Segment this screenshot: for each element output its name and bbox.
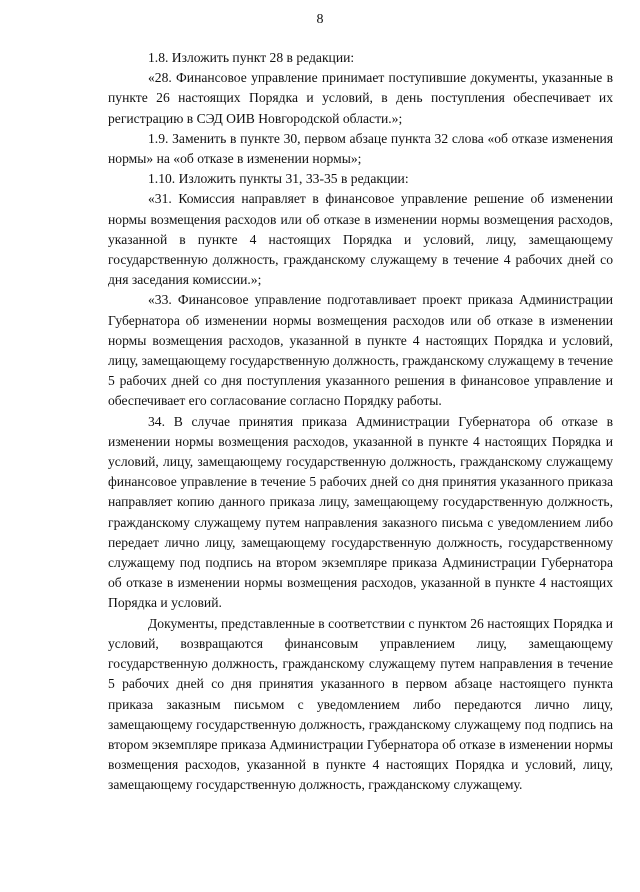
paragraph-item-31: «31. Комиссия направляет в финансовое управление решение об изменении нормы возмещения расходов или об отказе в изменении нормы возмещения расходов, указанной в пункте 4 настоящих Порядка и условий, лицу, замещающему государственную должность, гражданскому служащему в течение 4 рабочих дней со дня заседания комиссии.»; <box>108 191 613 288</box>
document-body <box>108 48 613 796</box>
paragraph-item-34: 34. В случае принятия приказа Администрации Губернатора об отказе в изменении нормы возмещения расходов, указанной в пункте 4 настоящих Порядка и условий, лицу, замещающему государственную должность, гражданскому служащему финансовое управление в течение 5 рабочих дней со дня принятия указанного приказа направляет копию данного приказа лицу, замещающему государственную должность, гражданскому служащему путем направления заказного письма с уведомлением либо передает лично лицу, замещающему государственную должность, государственному служащему под подпись на втором экземпляре приказа Администрации Губернатора об отказе в изменении нормы возмещения расходов, указанной в пункте 4 настоящих Порядка и условий. <box>108 413 613 611</box>
paragraph-item-28: «28. Финансовое управление принимает поступившие документы, указанные в пункте 26 настоящих Порядка и условий, в день поступления обеспечивает их регистрацию в СЭД ОИВ Новгородской области.»; <box>108 70 613 126</box>
paragraph-1-10: 1.10. Изложить пункты 31, 33-35 в редакции: <box>148 171 409 187</box>
paragraph-documents-return: Документы, представленные в соответствии с пунктом 26 настоящих Порядка и условий, возвращаются финансовым управлением лицу, замещающему государственную должность, гражданскому служащему путем направления в течение 5 рабочих дней со дня принятия указанного в первом абзаце настоящего пункта приказа заказным письмом с уведомлением либо передаются лично лицу, замещающему государственную должность, гражданскому служащему под подпись на втором экземпляре приказа Администрации Губернатора об отказе в изменении нормы возмещения расходов, указанной в пункте 4 настоящих Порядка и условий, лицу, замещающему государственную должность, гражданскому служащему. <box>108 615 613 793</box>
paragraph-1-8: 1.8. Изложить пункт 28 в редакции: <box>148 50 355 65</box>
page-number: 8 <box>316 12 324 27</box>
paragraph-item-33: «33. Финансовое управление подготавливает проект приказа Администрации Губернатора об изменении нормы возмещения расходов или об отказе в изменении нормы возмещения расходов, указанной в пункте 4 настоящих Порядка и условий, лицу, замещающему государственную должность, гражданскому служащему в течение 5 рабочих дней со дня поступления указанного решения в финансовое управление и обеспечивает его согласование согласно Порядку работы. <box>108 292 613 409</box>
paragraph-1-9: 1.9. Заменить в пункте 30, первом абзаце пункта 32 слова «об отказе изменения нормы» на «об отказе в изменении нормы»; <box>108 130 613 167</box>
